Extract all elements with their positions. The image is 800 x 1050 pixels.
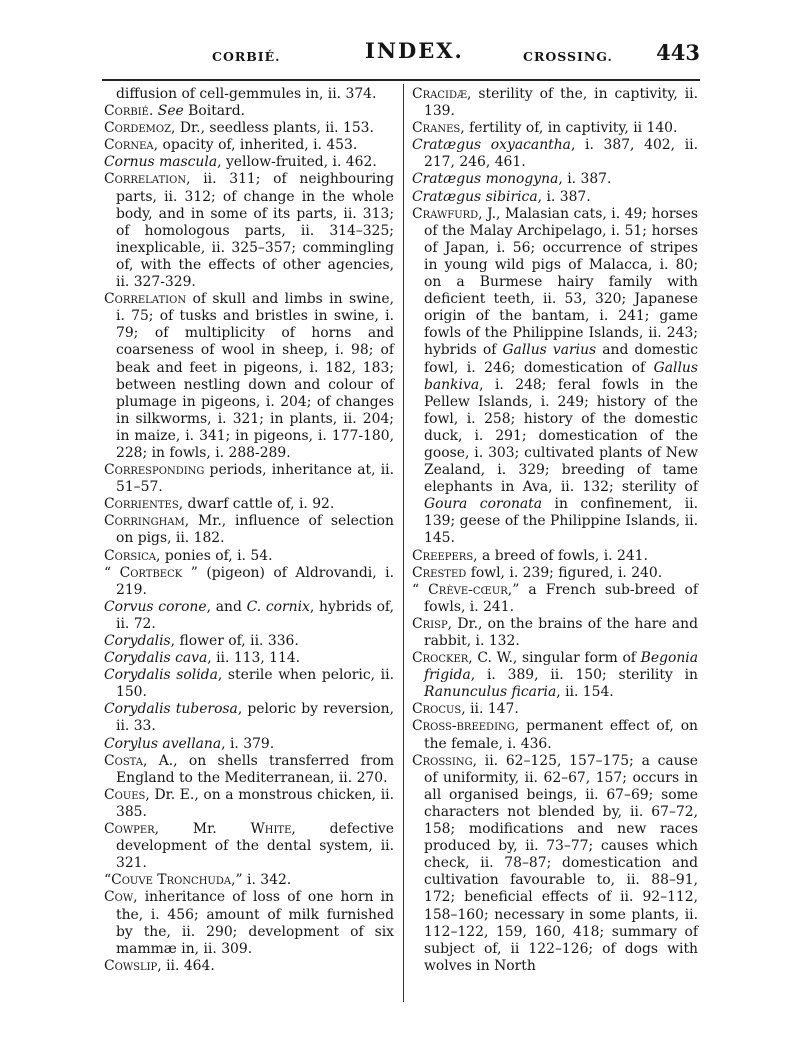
index-entry	[104, 633, 394, 650]
entry-headword: Cornea,	[104, 137, 159, 154]
entry-text: J., Malasian cats, i. 49; horses of the Malay Archipelago, i. 51; horses of Japan, i. 56; occurrence of stripes in young wild pigs of Malacca, i. 80; on a Burmese hairy family with deficient teeth, ii. 53, 320; Japanese origin of the bantam, i. 241; game fowls of the Philippine Islands, ii. 243; hybrids of	[424, 205, 698, 359]
index-entry	[412, 189, 698, 206]
entry-headword: Crawfurd,	[412, 205, 483, 222]
index-entry	[104, 821, 394, 872]
entry-text: Mr.	[159, 821, 251, 838]
index-entry	[412, 650, 698, 701]
entry-text: “	[412, 581, 429, 598]
entry-text: ii. 464.	[161, 957, 215, 974]
entry-text: , ii. 154.	[556, 684, 614, 701]
running-head-right: CROSSING.	[523, 49, 613, 64]
index-entry	[412, 565, 698, 582]
index-entry	[104, 171, 394, 291]
entry-headword: Costa,	[104, 752, 148, 769]
index-entry	[104, 736, 394, 753]
index-entry	[104, 86, 394, 103]
index-entry	[104, 154, 394, 171]
index-entry	[104, 599, 394, 633]
entry-headword: White,	[250, 821, 296, 838]
index-entry	[412, 548, 698, 565]
entry-text: periods, inheritance at, ii. 51–57.	[116, 462, 394, 496]
entry-text: , sterile when peloric, ii. 150.	[116, 667, 394, 701]
index-entry	[412, 753, 698, 975]
index-entry	[104, 753, 394, 787]
index-entry	[412, 137, 698, 171]
index-entry	[104, 701, 394, 735]
entry-text: C. W., singular form of	[472, 650, 641, 667]
entry-text: , peloric by reversion, ii. 33.	[116, 701, 394, 735]
entry-text: “	[104, 872, 112, 889]
entry-headword: Crisp,	[412, 615, 453, 632]
entry-headword: Corsica,	[104, 547, 161, 564]
entry-headword: Couve Tronchuda,	[111, 872, 236, 889]
header-rule	[102, 79, 700, 81]
index-entry	[104, 291, 394, 462]
entry-text: Dr., seedless plants, ii. 153.	[175, 120, 374, 137]
index-entry	[412, 171, 698, 188]
entry-text: Dr. E., on a monstrous chicken, ii. 385.	[116, 786, 394, 820]
entry-text: ponies of, i. 54.	[160, 547, 273, 564]
entry-italic-text: C. cornix	[246, 598, 310, 615]
entry-text: , i. 389, ii. 150; sterility in	[470, 667, 698, 684]
entry-headword: Cordemoz,	[104, 120, 176, 137]
entry-text: ii. 147.	[465, 701, 519, 718]
entry-headword: Crested	[412, 564, 467, 581]
index-entry	[104, 462, 394, 496]
entry-text: defective development of the dental system, ii. 321.	[116, 821, 394, 872]
index-entry	[412, 718, 698, 752]
entry-text: A., on shells transferred from England to the Mediterranean, ii. 270.	[116, 752, 394, 786]
entry-text: , ii. 113, 114.	[207, 650, 301, 667]
index-entry	[104, 103, 394, 120]
index-entry	[104, 496, 394, 513]
entry-text: ii. 62–125, 157–175; a cause of uniformity, ii. 62–67, 157; occurs in all organised beings, ii. 67–69; some characters not blended by, ii. 67–72, 158; modifications and new races produced by, ii. 73–77; causes which check, ii. 78–87; domestication and cultivation favourable to, ii. 88–91, 172; beneficial effects of ii. 92–112, 158–160; necessary in some plants, ii. 112–122, 159, 160, 418; summary of subject of, ii 122–126; of dogs with wolves in North	[424, 752, 698, 974]
entry-headword: Creepers,	[412, 547, 478, 564]
index-entry	[412, 120, 698, 137]
entry-headword: Corrientes,	[104, 496, 184, 513]
entry-headword: Cortbeck	[119, 564, 183, 581]
entry-text: fowl, i. 239; figured, i. 240.	[466, 564, 663, 581]
entry-headword: Crossing,	[412, 752, 477, 769]
entry-italic-text: Corylus avellana	[104, 735, 222, 752]
entry-headword: Correlation	[104, 291, 187, 308]
index-entry	[104, 120, 394, 137]
entry-italic-text: See	[157, 103, 184, 120]
entry-italic-text: Gallus bankiva	[424, 359, 698, 393]
index-entry	[412, 582, 698, 616]
entry-headword: Correlation,	[104, 171, 191, 188]
entry-text: permanent effect of, on the female, i. 436.	[424, 718, 698, 752]
entry-italic-text: Corydalis solida	[104, 667, 218, 684]
entry-text: , i. 387.	[537, 188, 591, 205]
entry-italic-text: Goura coronata	[424, 496, 543, 513]
entry-text: Boitard.	[183, 103, 246, 120]
entry-text: , yellow-fruited, i. 462.	[217, 154, 377, 171]
index-entry	[104, 548, 394, 565]
entry-italic-text: Corvus corone	[104, 598, 207, 615]
entry-text: ” a French sub-breed of fowls, i. 241.	[424, 581, 698, 615]
index-entry	[104, 137, 394, 154]
entry-text: diffusion of cell-gemmules in, ii. 374.	[116, 86, 377, 102]
entry-headword: Cowslip,	[104, 957, 162, 974]
entry-italic-text: Cornus mascula	[104, 154, 218, 171]
entry-text: opacity of, inherited, i. 453.	[158, 137, 358, 154]
entry-text: ” i. 342.	[235, 872, 292, 889]
entry-headword: Corresponding	[104, 462, 205, 479]
entry-text: fertility of, in captivity, ii 140.	[464, 120, 678, 137]
index-entry	[104, 650, 394, 667]
entry-text: of skull and limbs in swine, i. 75; of tusks and bristles in swine, i. 79; of multiplicity of horns and coarseness of wool in sheep, i. 98; of beak and feet in pigeons, i. 182, 183; between nestling down and colour of plumage in pigeons, i. 204; of changes in silkworms, i. 321; in plants, ii. 204; in maize, i. 341; in pigeons, i. 177-180, 228; in fowls, i. 288-289.	[116, 291, 394, 461]
entry-italic-text: Begonia frigida	[424, 650, 698, 684]
entry-headword: Cowper,	[104, 821, 160, 838]
entry-italic-text: Cratægus monogyna	[412, 171, 559, 188]
entry-headword: Cranes,	[412, 120, 465, 137]
entry-text: , hybrids of, ii. 72.	[116, 598, 394, 632]
entry-text: inheritance of loss of one horn in the, i. 456; amount of milk furnished by the, ii. 290; development of six mammæ in, ii. 309.	[116, 889, 394, 957]
entry-italic-text: Corydalis tuberosa	[104, 701, 238, 718]
entry-headword: Cross-breeding,	[412, 718, 520, 735]
entry-italic-text: Corydalis	[104, 633, 171, 649]
entry-text: , and	[206, 598, 247, 615]
index-entry	[104, 958, 394, 975]
entry-text: dwarf cattle of, i. 92.	[183, 496, 335, 513]
entry-text: , i. 387, 402, ii. 217, 246, 461.	[424, 137, 698, 171]
entry-text: sterility of the, in captivity, ii. 139.	[424, 86, 698, 120]
entry-headword: Corringham,	[104, 513, 190, 530]
page-number: 443	[656, 40, 700, 65]
entry-text: Dr., on the brains of the hare and rabbit, i. 132.	[424, 615, 698, 649]
index-entry	[104, 667, 394, 701]
entry-text: , flower of, ii. 336.	[170, 633, 299, 649]
entry-text: ” (pigeon) of Aldrovandi, i. 219.	[116, 564, 394, 598]
index-entry	[104, 513, 394, 547]
entry-text: ii. 311; of neighbouring parts, ii. 312; of change in the whole body, and in some of its parts, ii. 313; of homologous parts, ii. 314–325; inexplicable, ii. 325–357; commingling of, with the effects of other agencies, ii. 327-329.	[116, 171, 394, 291]
entry-headword: Cracidæ,	[412, 86, 472, 102]
entry-headword: Coues,	[104, 786, 150, 803]
entry-text: Mr., influence of selection on pigs, ii. 182.	[116, 513, 394, 547]
index-entry	[412, 701, 698, 718]
entry-italic-text: Ranunculus ficaria	[424, 684, 557, 701]
index-entry	[104, 872, 394, 889]
entry-italic-text: Cratægus oxyacantha	[412, 137, 571, 154]
entry-headword: Crocker,	[412, 650, 473, 667]
left-column	[104, 86, 394, 975]
entry-headword: Crocus,	[412, 701, 466, 718]
entry-text: , i. 379.	[221, 735, 275, 752]
entry-text: , i. 248; feral fowls in the Pellew Islands, i. 249; history of the fowl, i. 258; history of the domestic duck, i. 291; domestication of the goose, i. 303; cultivated plants of New Zealand, i. 329; breeding of tame elephants in Ava, ii. 132; sterility of	[424, 376, 698, 496]
index-entry	[104, 787, 394, 821]
running-head	[100, 38, 700, 72]
entry-text: , i. 387.	[558, 171, 612, 188]
entry-text: and domestic fowl, i. 246; domestication of	[424, 342, 699, 376]
running-head-left: CORBIÉ.	[212, 49, 281, 64]
entry-headword: Cow,	[104, 889, 138, 906]
index-entry	[412, 616, 698, 650]
index-entry	[412, 206, 698, 548]
right-column	[412, 86, 698, 975]
entry-italic-text: Cratægus sibirica	[412, 188, 538, 205]
entry-headword: Corbié.	[104, 103, 154, 120]
entry-text: “	[104, 564, 120, 581]
entry-text: a breed of fowls, i. 241.	[477, 547, 648, 564]
column-divider	[403, 84, 404, 1002]
index-entry	[412, 86, 698, 120]
entry-text: in confinement, ii. 139; geese of the Philippine Islands, ii. 145.	[424, 496, 699, 547]
running-head-title: INDEX.	[365, 38, 464, 63]
index-entry	[104, 565, 394, 599]
index-entry	[104, 889, 394, 957]
entry-italic-text: Gallus varius	[502, 342, 597, 359]
entry-headword: Crève-cœur,	[428, 581, 513, 598]
entry-italic-text: Corydalis cava	[104, 650, 208, 667]
